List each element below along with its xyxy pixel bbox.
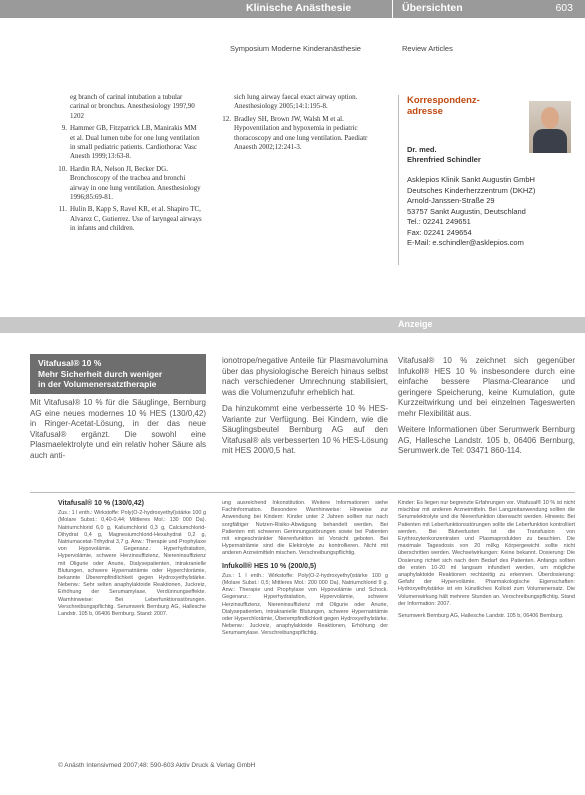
reference-number: 12. [222, 114, 231, 123]
reference-number [222, 93, 234, 112]
reference-text: Hammer GB, Fitzpatrick LB, Manirakis MM et al. Dual lumen tube for one lung ventilation in small pediatric patients. Cardiothorac Vasc Anesth 1999;13:63-8. [70, 124, 200, 161]
header-divider [392, 0, 393, 18]
fineprint-column-3: Kinder: Es liegen nur begrenzte Erfahrungen vor. Vitafusal® 10 % ist nicht mischbar mit anderen Arzneimitteln. Bei Langzeitanwendung sollten die Serumelektrolyte und die Nierenfunktion überwacht werden. Hinweis: Bei Patienten mit Leberfunktionsstörungen sollte die Leberfunktion kontrolliert werden. Bei Blutverlusten ist die Transfusion von Erythrozytenkonzentraten und Plasmaprodukten zu beachten. Die maximale Tagesdosis von 20 ml/kg Körpergewicht sollte nicht überschritten werden. Wechselwirkungen: Keine bekannt. Dosierung: Die Dosierung richtet sich nach dem Bedarf des Patienten. Anfangs sollten die ersten 10-20 ml langsam infundiert werden, um mögliche anaphylaktoide Reaktionen rechtzeitig zu erkennen. Überdosierung: Gefahr der Hypervolämie. Pharmakologische Eigenschaften: Hydroxyethylstärke ist ein künstliches Kolloid zum Volumenersatz. Die Volumenwirkung hält mehrere Stunden an. Verschreibungspflichtig. Stand der Information: 2007. Serumwerk Bernburg AG, Hallesche Landstr. 105 b, 06406 Bernburg. [398, 500, 575, 620]
reference-item [58, 205, 203, 233]
page-footer: © Anästh Intensivmed 2007;48: 590-603 Aktiv Druck & Verlag GmbH [58, 762, 256, 769]
ad-title-box: Vitafusal® 10 % Mehr Sicherheit durch weniger in der Volumenersatztherapie [30, 354, 206, 394]
references-right-column [222, 93, 387, 155]
header-section-title: Klinische Anästhesie [246, 2, 352, 14]
reference-text: Hulin B, Kapp S, Ravel KR, et al. Shapiro TC, Alvarez C, Gutierrez. Use of laryngeal airways in infants and children. [70, 205, 202, 233]
reference-text: sich lung airway faecal exact airway option. Anesthesiology 2005;14:1:195-8. [234, 93, 358, 111]
correspondence-box [398, 95, 575, 265]
address-line: E-Mail: e.schindler@asklepios.com [407, 238, 524, 247]
running-header [0, 0, 585, 18]
subheader-left: Symposium Moderne Kinderanästhesie [230, 44, 361, 53]
address-line: Fax: 02241 249654 [407, 227, 472, 237]
page-number: 603 [555, 2, 573, 14]
ad-column-3: Vitafusal® 10 % zeichnet sich gegenüber Infukoll® HES 10 % insbesondere durch eine einfache bessere Plasma-Clearance und geringere Speicherung, keine Kumulation, gute Kurzzeitwirkung und bei einzelnen Tageswerten mehr Flexibilität aus. Weitere Informationen über Serumwerk Bernburg AG, Hallesche Landstr. 105 b, 06406 Bernburg, Serumwerk.de Tel: 03471 860-114. [398, 356, 575, 455]
reference-item [58, 165, 203, 203]
reference-number: 9. [61, 124, 67, 133]
reference-text: Bradley SH, Brown JW, Walsh M et al. Hypoventilation and hypoxemia in pediatric thoracoscopy and one lung ventilation. Paediatr Anaesth 2002;12:241-3. [234, 114, 368, 152]
section-separator [30, 492, 575, 493]
reference-text: Hardin RA, Nelson JI, Becker DG. Bronchoscopy of the trachea and bronchi airway in one lung ventilation. Anesthesiology 1996;85:69-81. [70, 164, 201, 202]
reference-item [58, 93, 203, 121]
fineprint-column-2: ung ausreichend Inkonstitution. Weitere Informationen siehe Fachinformation. Besondere Warnhinweise: Hinweise zur Anwendung bei Kindern: Kinder unter 2 Jahren sollten nur nach sorgfältiger Nutzen-Risiko-Abwägung behandelt werden. Bei Patienten mit schweren Gerinnungsstörungen sowie bei Patienten mit eingeschränkter Nierenfunktion ist Vorsicht geboten. Bei Hypernatriämie sind die Elektrolyte zu kontrollieren. Nicht mit anderen Arzneimitteln mischen. Verschreibungspflichtig. Infukoll® HES 10 % (200/0,5) Zus.: 1 l enth.: Wirkstoffe: Poly(O-2-hydroxyethyl)stärke 100 g (Molare Subst.: 0,5; Mittleres Mol.: 200 000 Da), Natriumchlorid 9 g. Anw.: Therapie und Prophylaxe von Hypovolämie und Schock. Gegenanz.: Hyperhydratation, Hypervolämie, schwere Herzinsuffizienz, Niereninsuffizienz mit Oligurie oder Anurie, Dialysepatienten, intrakranielle Blutungen, schwere Hypernatriämie oder Hyperchlorämie, Überempfindlichkeit gegen Hydroxyethylstärke. Nebenw.: Juckreiz, anaphylaktoide Reaktionen, Erhöhung der Serumamylase. Verschreibungspflichtig. [222, 500, 388, 637]
reference-item [222, 93, 387, 112]
subheader-right: Review Articles [402, 44, 453, 53]
address-line: Tel.: 02241 249651 [407, 217, 471, 226]
reference-item [58, 124, 203, 162]
advertisement-divider [0, 317, 585, 333]
address-line: Arnold-Janssen-Straße 29 [407, 196, 495, 205]
author-name: Dr. med. Ehrenfried Schindler [407, 145, 481, 164]
ad-column-2: ionotrope/negative Anteile für Plasmavolumina über das physiologische Bereich hinaus selbst nach verschiedener Umrechnung stabilisiert, was die Volumenzufuhr erheblich hat. Da hinzukommt eine verbesserte 10 % HES-Variante zur Verfügung. Bei Kindern, wie die Säuglingsbeutel Bernburg AG auf den Vitafusal® als verbesserten 10 % HES-Lösung mit HES 200/0,5 hat. [222, 356, 388, 455]
address-line: 53757 Sankt Augustin, Deutschland [407, 206, 526, 216]
reference-number: 10. [58, 164, 67, 173]
address-line: Asklepios Klinik Sankt Augustin GmbH [407, 175, 535, 184]
ad-column-1: Mit Vitafusal® 10 % für die Säuglinge, Bernburg AG eine neues modernes 10 % HES (130/0,42) in Ringer-Acetat-Lösung, in der das neue Vitafusal® ergänzt. Die sowohl eine Plasmaelektrolyte und ein relativ hoher Säure als auch anti- [30, 398, 206, 460]
author-photo [529, 101, 571, 153]
reference-item [222, 115, 387, 153]
reference-number: 11. [58, 205, 67, 214]
header-section-subtitle: Übersichten [402, 2, 463, 14]
reference-text: eg branch of carinal intubation a tubular carinal or bronchus. Anesthesiology 199?,90 1202 [70, 93, 195, 120]
reference-number [58, 93, 70, 121]
references-left-column [58, 93, 203, 237]
address-line: Deutsches Kinderherzzentrum (DKHZ) [407, 185, 536, 195]
advertisement-label: Anzeige [398, 319, 433, 329]
author-address [407, 175, 535, 249]
correspondence-title: Korrespondenz-adresse [407, 95, 480, 117]
fineprint-column-1: Vitafusal® 10 % (130/0,42) Zus.: 1 l enth.: Wirkstoffe: Poly(O-2-hydroxyethyl)stärke 100 g (Molare Subst.: 0,40-0,44; Mittleres Mol.: 130 000 Da). Natriumchlorid 6,0 g, Kaliumchlorid 0,3 g, Calciumchlorid-Dihydrat 0,4 g, Magnesiumchlorid-Hexahydrat 0,2 g, Natriumacetat-Trihydrat 3,7 g. Anw.: Therapie und Prophylaxe von Hypovolämie. Gegenanz.: Hyperhydratation, Hypervolämie, schwere Herzinsuffizienz, Niereninsuffizienz mit Oligurie oder Anurie, Dialysepatienten, intrakranielle Blutungen, schwere Hypernatriämie oder Hyperchlorämie, bekannte Überempfindlichkeit gegen Hydroxyethylstärke. Nebenw.: Sehr selten anaphylaktoide Reaktionen, Juckreiz, Erhöhung der Serumamylase, Verdünnungseffekte. Warnhinweise: Bei Leberfunktionsstörungen. Verschreibungspflichtig. Serumwerk Bernburg AG, Hallesche Landstr. 105 b, 06406 Bernburg. Stand: 2007. [58, 500, 206, 618]
